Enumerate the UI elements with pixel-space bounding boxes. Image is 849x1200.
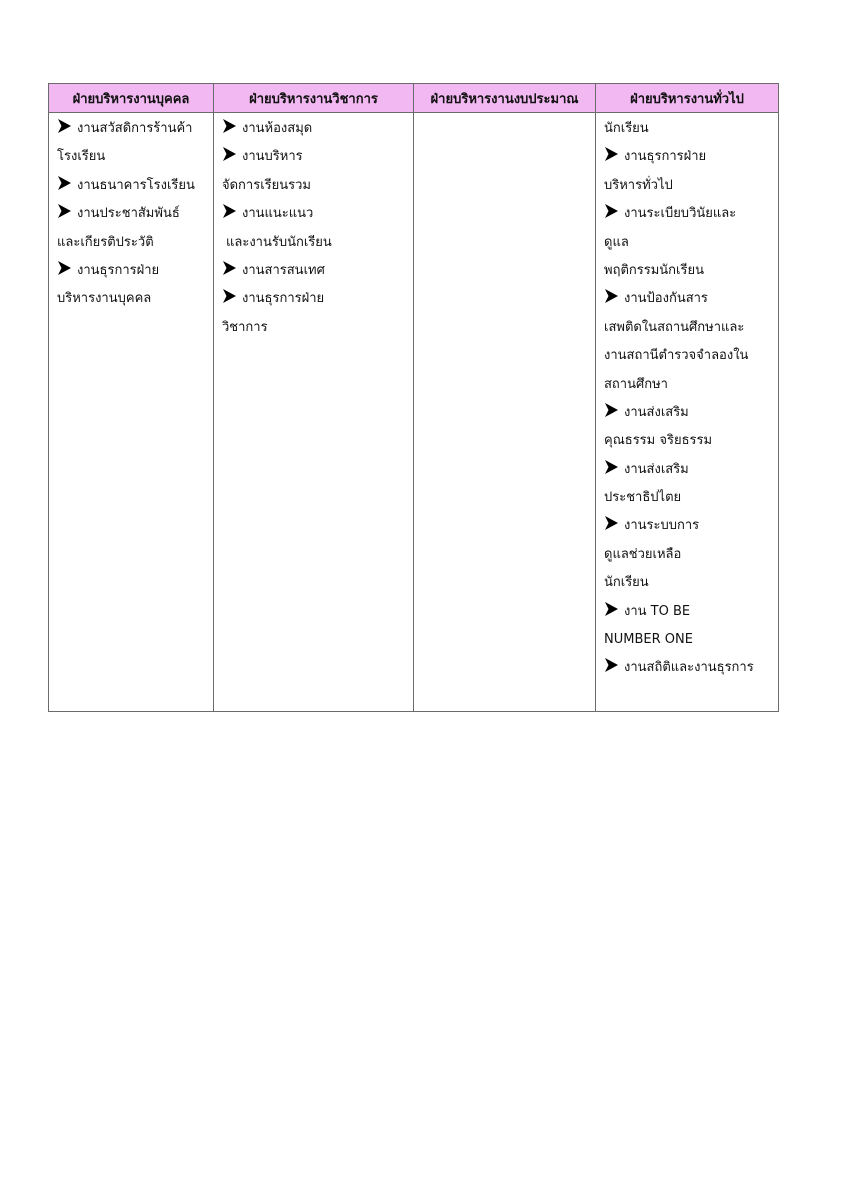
arrow-bullet-icon [604,515,619,531]
list-item [222,285,407,313]
arrow-bullet-icon [604,402,619,418]
list-item-continuation [604,229,772,257]
list-item-text: งานสวัสดิการร้านค้า [77,121,193,136]
list-item-text: ดูแลช่วยเหลือ [604,546,682,562]
list-item-continuation [604,257,772,285]
list-item-continuation [57,285,207,313]
list-item [604,200,772,228]
list-item-text: จัดการเรียนรวม [222,177,311,193]
header-budget: ฝ่ายบริหารงานงบประมาณ [414,84,596,113]
list-item-continuation [604,569,772,597]
list-item-text: นักเรียน [604,121,649,136]
header-personnel: ฝ่ายบริหารงานบุคคล [49,84,214,113]
arrow-bullet-icon [222,118,237,134]
list-item-continuation [222,314,407,342]
list-item-text: งานป้องกันสาร [624,291,708,307]
list-item-text: และงานรับนักเรียน [226,234,332,250]
list-item-text: บริหารงานบุคคล [57,291,152,307]
arrow-bullet-icon [57,260,72,276]
list-item-text: สถานศึกษา [604,376,668,392]
list-item-continuation [604,314,772,342]
list-item [222,257,407,285]
list-item [604,143,772,171]
list-item [57,200,207,228]
list-item-text: งานสถิติและงานธุรการ [624,660,754,676]
list-item-continuation [222,229,407,257]
list-item-continuation [604,427,772,455]
list-item-text: และเกียรติประวัติ [57,234,154,250]
header-academic: ฝ่ายบริหารงานวิชาการ [214,84,414,113]
arrow-bullet-icon [604,203,619,219]
cell-general-tasks [596,113,779,712]
list-item [604,654,772,682]
arrow-bullet-icon [604,459,619,475]
list-item-text: งานสารสนเทศ [242,262,325,278]
list-item-continuation [57,229,207,257]
table-row [49,113,779,712]
arrow-bullet-icon [57,118,72,134]
list-item [604,598,772,626]
list-item-text: คุณธรรม จริยธรรม [604,433,713,449]
list-item [222,143,407,171]
list-item [604,456,772,484]
list-item [57,172,207,200]
list-item-text: งานระบบการ [624,518,700,534]
list-item-text: งานธนาคารโรงเรียน [77,177,195,193]
list-item-continuation [604,626,772,654]
list-item-text: ดูแล [604,234,629,250]
list-item-text: งานสถานีตำรวจจำลองใน [604,348,749,364]
list-item [604,399,772,427]
arrow-bullet-icon [604,601,619,617]
list-item-continuation [604,541,772,569]
list-item-continuation [222,172,407,200]
arrow-bullet-icon [222,288,237,304]
cell-budget-tasks [414,113,596,712]
list-item-continuation [604,484,772,512]
list-item-text: งานส่งเสริม [624,461,689,477]
list-item-text: งานส่งเสริม [624,404,689,420]
list-item-text: โรงเรียน [57,149,106,165]
cell-academic-tasks [214,113,414,712]
list-item-text: NUMBER ONE [604,632,693,648]
list-item-continuation [57,143,207,171]
header-general: ฝ่ายบริหารงานทั่วไป [596,84,779,113]
list-item-text: งานแนะแนว [242,206,314,222]
list-item [57,257,207,285]
list-item-text: บริหารทั่วไป [604,177,673,193]
list-item-text: เสพติดในสถานศึกษาและ [604,319,745,335]
list-item-text: งาน TO BE [624,603,691,619]
arrow-bullet-icon [222,260,237,276]
arrow-bullet-icon [222,146,237,162]
list-item-text: งานธุรการฝ่าย [77,262,160,278]
list-item [604,285,772,313]
list-item-text: พฤติกรรมนักเรียน [604,262,704,278]
list-item [57,115,207,143]
list-item-continuation [604,371,772,399]
cell-personnel-tasks [49,113,214,712]
list-item-continuation [604,115,772,143]
list-item [604,512,772,540]
list-item [222,115,407,143]
list-item-text: งานธุรการฝ่าย [242,291,325,307]
arrow-bullet-icon [604,657,619,673]
list-item-text: นักเรียน [604,575,649,591]
list-item-text: ประชาธิปไตย [604,490,682,506]
list-item-text: งานบริหาร [242,149,303,165]
list-item-text: วิชาการ [222,319,268,335]
list-item-continuation [604,342,772,370]
arrow-bullet-icon [604,146,619,162]
table-header-row [49,84,779,113]
list-item-text: งานธุรการฝ่าย [624,149,707,165]
list-item-text: งานระเบียบวินัยและ [624,206,737,222]
arrow-bullet-icon [222,203,237,219]
arrow-bullet-icon [57,175,72,191]
list-item-text: งานห้องสมุด [242,121,313,136]
arrow-bullet-icon [604,288,619,304]
arrow-bullet-icon [57,203,72,219]
list-item-text: งานประชาสัมพันธ์ [77,206,180,222]
department-table [48,83,779,712]
list-item-continuation [604,172,772,200]
list-item [222,200,407,228]
